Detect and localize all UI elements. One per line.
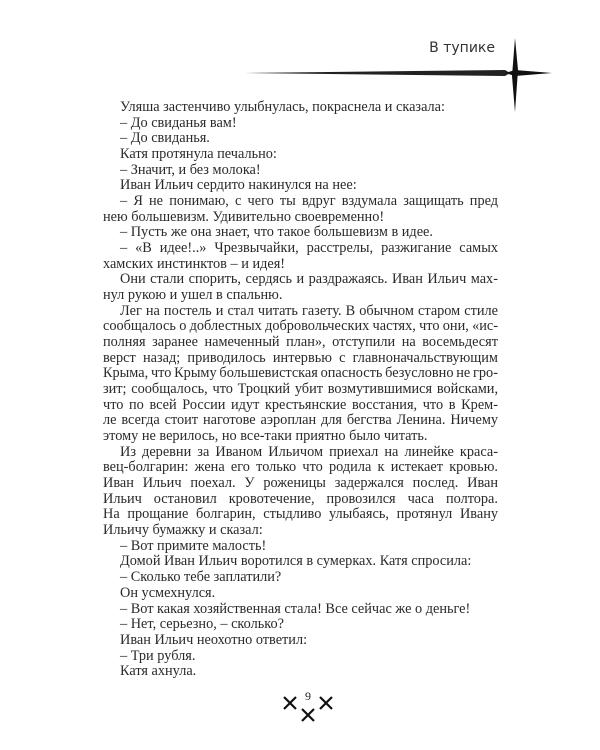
text-line: – Вот примите малость! <box>120 537 267 554</box>
text-line: Уляша застенчиво улыбнулась, покраснела и сказала: <box>120 99 446 115</box>
text-line: Из деревни за Иваном Ильичом приехал на линейке краса- <box>120 443 498 460</box>
text-line: Они стали спорить, сердясь и раздражаясь. Иван Ильич мах- <box>120 271 498 288</box>
text-line: – Я не понимаю, с чего ты вдруг вздумала защищать пред <box>120 193 499 210</box>
page-number: 9 <box>305 689 311 703</box>
text-line: Катя протянула печально: <box>120 146 277 163</box>
text-line: что по всей России идут крестьянские восстания, что в Крем- <box>103 396 498 413</box>
text-line: – Пусть же она знает, что такое большевизм в идее. <box>120 224 433 241</box>
text-line: Домой Иван Ильич воротился в сумерках. Катя спросила: <box>120 553 472 570</box>
text-line: нул рукою и ушел в спальню. <box>103 287 283 304</box>
text-line: ле всегда стоит наготове аэроплан для бегства Ленина. Ничему <box>103 412 499 429</box>
text-line: Иван Ильич поехал. У роженицы задержался послед. Иван <box>103 475 499 492</box>
text-line: Катя ахнула. <box>120 663 197 680</box>
text-line: этому не верилось, но все-таки приятно было читать. <box>103 428 428 445</box>
text-line: Лег на постель и стал читать газету. В обычном старом стиле <box>120 302 499 319</box>
text-line: Крыма, что Крыму большевистская опасность безусловно не гро- <box>103 365 498 382</box>
header-rule <box>245 70 510 76</box>
text-line: Ильич остановил кровотечение, провозился часа полтора. <box>103 490 498 507</box>
body-text <box>103 100 498 680</box>
text-line: Ильичу бумажку и сказал: <box>103 522 263 539</box>
text-line: верст назад; приводилось интервью с главноначальствующим <box>103 349 498 366</box>
text-line: Он усмехнулся. <box>120 584 216 601</box>
text-line: – Нет, серьезно, – сколько? <box>120 616 284 633</box>
text-line: Иван Ильич сердито накинулся на нее: <box>120 177 357 194</box>
text-line: На прощание болгарин, стыдливо улыбаясь, протянул Ивану <box>103 506 499 523</box>
text-line: зит; сообщалось, что Троцкий убит возмутившимися войсками, <box>103 381 499 398</box>
text-line: полняя заранее намеченный план», отступили на восемьдесят <box>103 334 498 351</box>
text-line: – До свиданья. <box>120 130 210 147</box>
text-line: – Вот какая хозяйственная стала! Все сейчас же о деньге! <box>120 600 471 617</box>
text-line: – До свиданья вам! <box>120 114 237 131</box>
text-line: хамских инстинктов – и идея! <box>103 255 286 272</box>
text-line: – Значит, и без молока! <box>120 161 261 178</box>
text-line: – Три рубля. <box>120 647 196 664</box>
text-line: вец-болгарин: жена его только что родила к истекает кровью. <box>103 459 498 476</box>
text-line: – Сколько тебе заплатили? <box>120 569 282 586</box>
text-line: сообщалось о доблестных добровольческих частях, что они, «ис- <box>103 318 499 335</box>
text-line: Иван Ильич неохотно ответил: <box>120 631 308 648</box>
text-line: нею большевизм. Удивительно своевременно! <box>103 208 385 225</box>
compass-star-ray <box>505 70 552 76</box>
running-head-title: В тупике <box>429 40 495 56</box>
text-line: – «В идее!..» Чрезвычайки, расстрелы, разжигание самых <box>120 240 498 257</box>
